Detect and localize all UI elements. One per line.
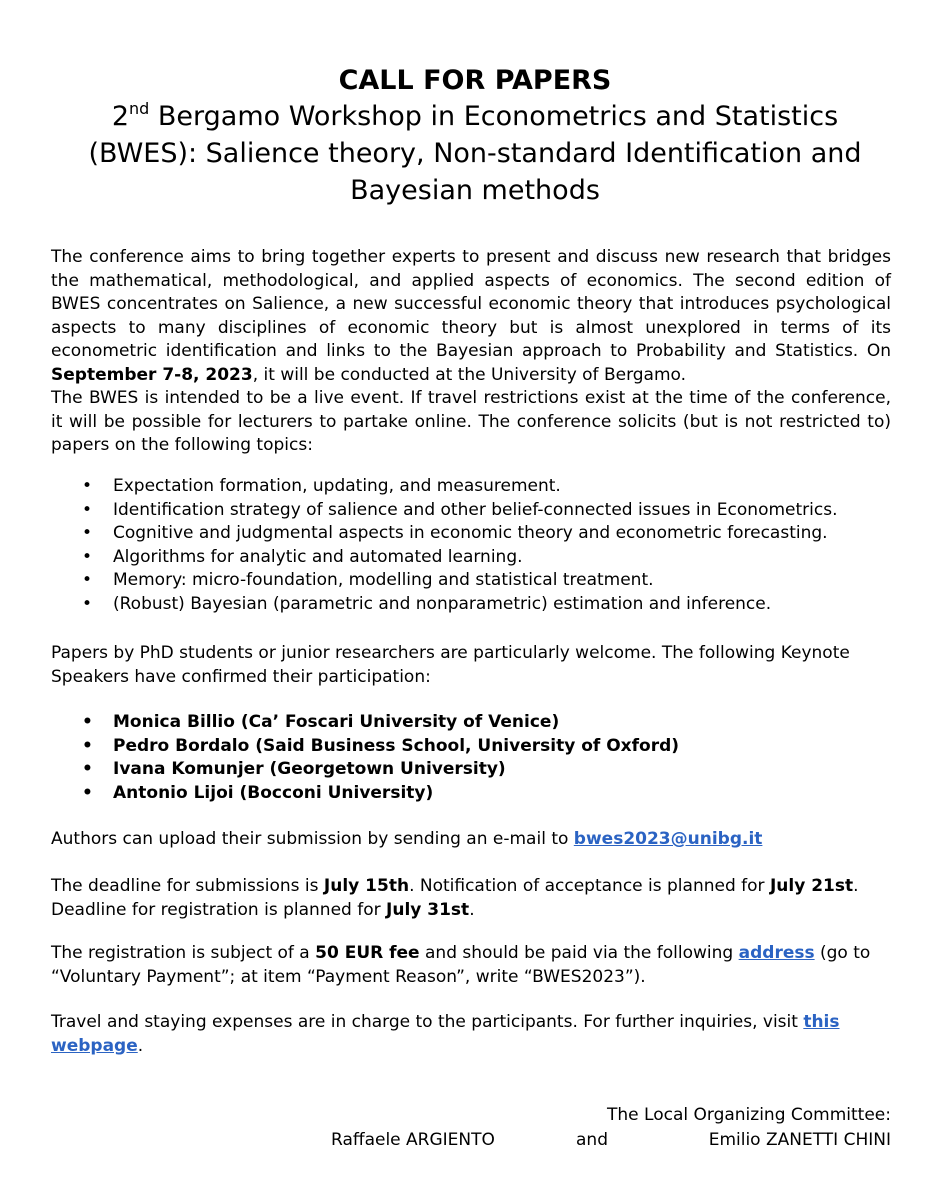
registration-text: (go to “Voluntary Payment”; at item “Payment Reason”, write “BWES2023”). xyxy=(51,943,871,987)
speakers-list xyxy=(51,711,891,805)
intro-text-3: The BWES is intended to be a live event. If travel restrictions exist at the time of the conference, it will be possible for lecturers to partake online. The conference solicits (but is not restricted to) papers on the following topics: xyxy=(51,388,891,455)
title-ordinal: 2 xyxy=(111,101,129,132)
title-ordinal-suffix: nd xyxy=(129,99,150,118)
title-block xyxy=(40,64,910,209)
payment-address-link[interactable]: address xyxy=(738,943,815,963)
organizing-committee-label: The Local Organizing Committee: xyxy=(607,1105,891,1125)
list-item: • Ivana Komunjer (Georgetown University) xyxy=(51,758,891,782)
webpage-link[interactable]: this webpage xyxy=(51,1012,840,1056)
travel-paragraph xyxy=(51,1011,891,1058)
workshop-title xyxy=(40,98,910,209)
signatory-name-1: Raffaele ARGIENTO xyxy=(331,1130,495,1150)
deadline-text: . Notification of acceptance is planned for xyxy=(409,876,770,896)
submission-text: Authors can upload their submission by sending an e-mail to xyxy=(51,829,574,849)
intro-paragraph xyxy=(51,246,891,458)
title-line-1: Bergamo Workshop in Econometrics and Statistics xyxy=(149,101,839,132)
list-item: • Cognitive and judgmental aspects in economic theory and econometric forecasting. xyxy=(51,522,891,546)
signatory-name-2: Emilio ZANETTI CHINI xyxy=(708,1130,891,1150)
list-item: • Antonio Lijoi (Bocconi University) xyxy=(51,782,891,806)
travel-text: . xyxy=(137,1035,144,1056)
call-for-papers-heading: CALL FOR PAPERS xyxy=(338,65,612,96)
conference-date: September 7-8, 2023 xyxy=(51,364,253,385)
list-item: • Expectation formation, updating, and measurement. xyxy=(51,475,891,499)
list-item: • Memory: micro-foundation, modelling and statistical treatment. xyxy=(51,569,891,593)
travel-text: Travel and staying expenses are in charge to the participants. For further inquiries, visit xyxy=(51,1012,804,1032)
list-item: • Monica Billio (Ca’ Foscari University of Venice) xyxy=(51,711,891,735)
registration-paragraph xyxy=(51,942,891,989)
list-item: • (Robust) Bayesian (parametric and nonparametric) estimation and inference. xyxy=(51,593,891,617)
title-line-2: (BWES): Salience theory, Non-standard Identification and xyxy=(88,138,862,169)
title-line-3: Bayesian methods xyxy=(350,175,600,206)
keynote-intro: Papers by PhD students or junior researchers are particularly welcome. The following Keynote Speakers have confirmed their participation: xyxy=(51,643,850,687)
registration-fee: 50 EUR fee xyxy=(315,943,420,963)
submission-paragraph xyxy=(51,828,891,852)
deadline-text: . Deadline for registration is planned for xyxy=(51,876,859,920)
deadlines-paragraph xyxy=(51,875,891,922)
signature-and: and xyxy=(576,1130,608,1150)
deadline-text: The deadline for submissions is xyxy=(51,876,324,896)
intro-text-2: , it will be conducted at the University of Bergamo. xyxy=(252,364,687,385)
submission-deadline: July 15th xyxy=(323,876,410,896)
deadline-text: . xyxy=(469,899,475,920)
topics-list xyxy=(51,475,891,616)
list-item: • Algorithms for analytic and automated learning. xyxy=(51,546,891,570)
email-link[interactable]: bwes2023@unibg.it xyxy=(573,829,763,849)
list-item: • Pedro Bordalo (Said Business School, University of Oxford) xyxy=(51,735,891,759)
notification-date: July 21st xyxy=(769,876,854,896)
registration-text: and should be paid via the following xyxy=(419,943,739,963)
registration-text: The registration is subject of a xyxy=(51,943,316,963)
intro-text-1: The conference aims to bring together experts to present and discuss new research that bridges the mathematical, methodological, and applied aspects of economics. The second edition of BWES concentrates on Salience, a new successful economic theory that introduces psychological aspects to many disciplines of economic theory but is almost unexplored in terms of its econometric identification and links to the Bayesian approach to Probability and Statistics. On xyxy=(51,247,891,361)
registration-deadline: July 31st xyxy=(386,899,470,920)
list-item: • Identification strategy of salience and other belief-connected issues in Econometrics. xyxy=(51,499,891,523)
